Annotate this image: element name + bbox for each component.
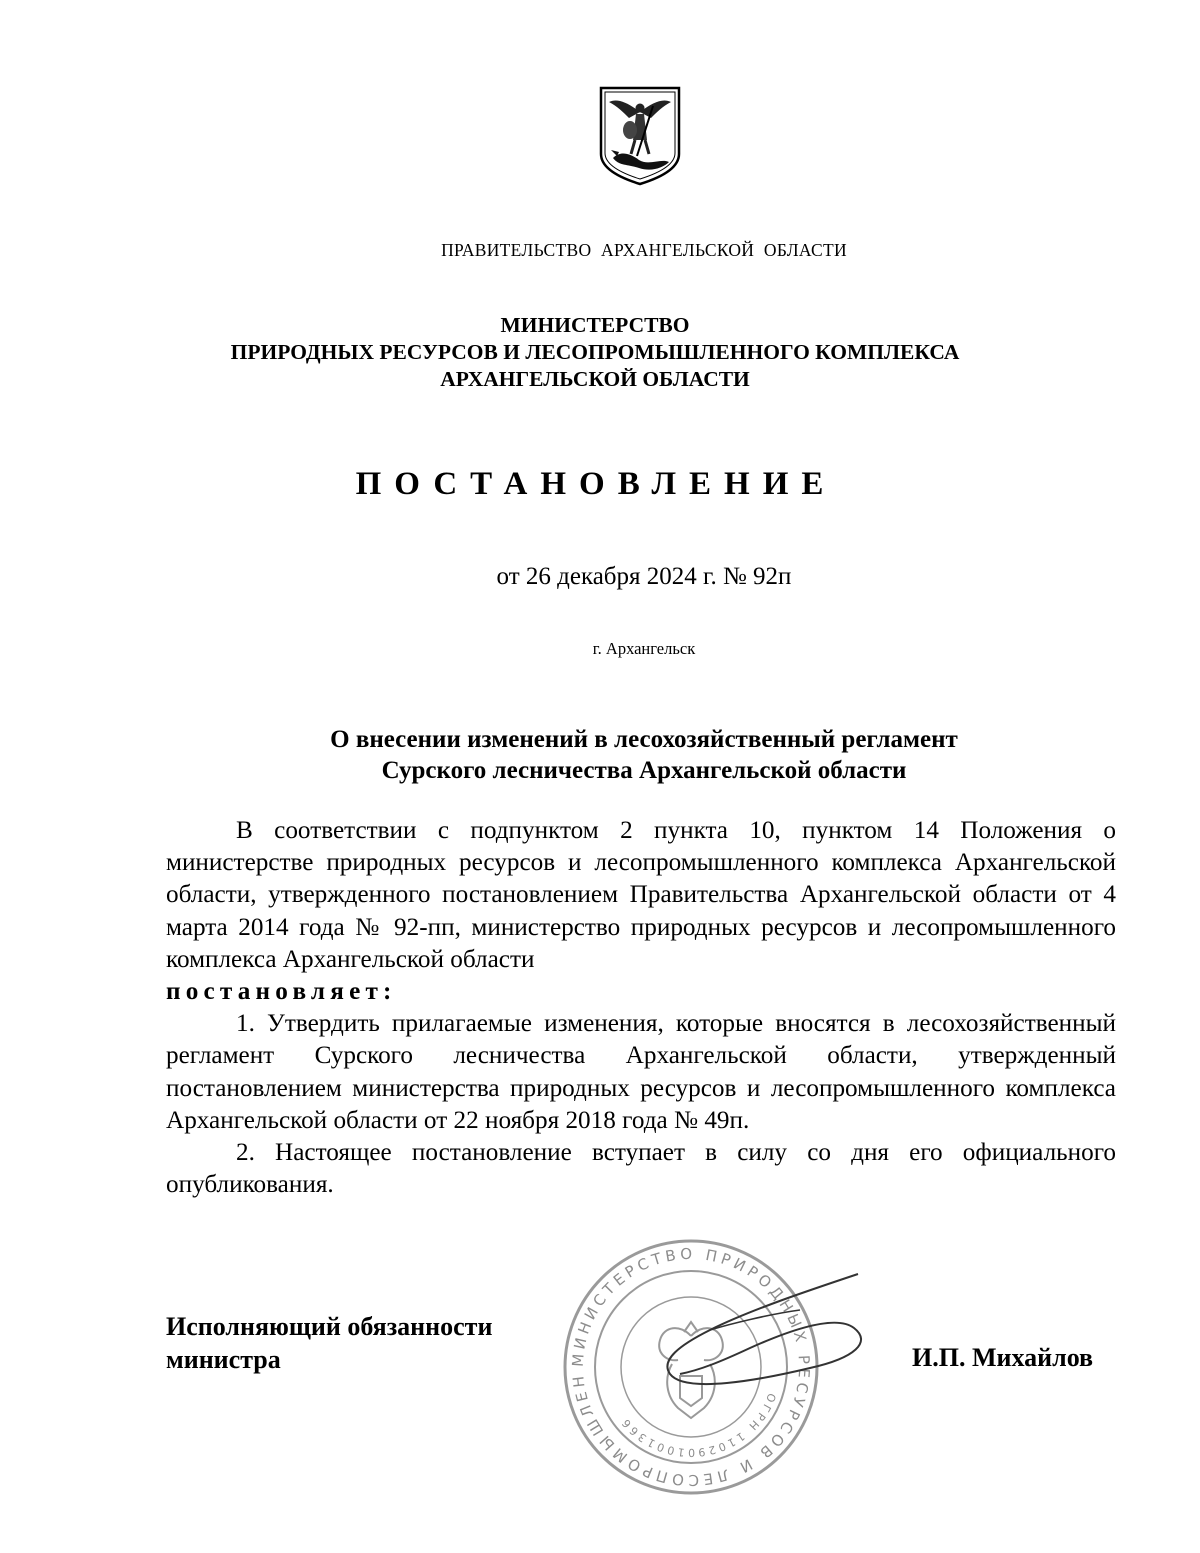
signatory-position-line: Исполняющий обязанности: [166, 1312, 493, 1341]
item-2-paragraph: 2. Настоящее постановление вступает в силу со дня его официального опубликования.: [166, 1139, 1116, 1199]
document-date-number: от 26 декабря 2024 г. № 92п: [496, 563, 792, 590]
document-body: [166, 815, 1116, 1201]
resolves-word: постановляет:: [166, 978, 397, 1006]
signatory-position-line: министра: [166, 1345, 281, 1374]
signatory-name: И.П. Михайлов: [912, 1343, 1094, 1372]
document-city: г. Архангельск: [592, 639, 696, 658]
document-type-title: ПОСТАНОВЛЕНИЕ: [355, 466, 837, 502]
stamp-outer-text: МИНИСТЕРСТВО ПРИРОДНЫХ РЕСУРСОВ И ЛЕСОПРОМЫШЛЕН: [568, 1244, 814, 1490]
subject-line: Сурского лесничества Архангельской области: [381, 757, 907, 784]
ministry-heading: [0, 312, 1195, 393]
ministry-heading-line: ПРИРОДНЫХ РЕСУРСОВ И ЛЕСОПРОМЫШЛЕННОГО КОМПЛЕКСА: [230, 340, 960, 364]
handwritten-signature: [640, 1270, 870, 1420]
preamble-paragraph: В соответствии с подпунктом 2 пункта 10, пунктом 14 Положения о министерстве природных ресурсов и лесопромышленного комплекса Архангельской области, утвержденного постановлением Правительства Архангельской области от 4 марта 2014 года № 92-пп, министерство природных ресурсов и лесопромышленного комплекса Архангельской области: [166, 817, 1116, 973]
government-heading: ПРАВИТЕЛЬСТВО АРХАНГЕЛЬСКОЙ ОБЛАСТИ: [441, 240, 847, 260]
item-1-paragraph: 1. Утвердить прилагаемые изменения, которые вносятся в лесохозяйственный регламент Сурского лесничества Архангельской области, утвержденный постановлением министерства природных ресурсов и лесопромышленного комплекса Архангельской области от 22 ноября 2018 года № 49п.: [166, 1010, 1116, 1134]
ministry-heading-line: АРХАНГЕЛЬСКОЙ ОБЛАСТИ: [440, 367, 750, 391]
coat-of-arms-icon: [597, 84, 683, 186]
document-subject: [44, 724, 1200, 786]
signatory-position: [166, 1310, 492, 1376]
stamp-inner-text: ОГРН 1102901001366: [617, 1391, 779, 1460]
subject-line: О внесении изменений в лесохозяйственный регламент: [330, 726, 958, 753]
resolves-paragraph: [166, 976, 1116, 1008]
ministry-heading-line: МИНИСТЕРСТВО: [500, 313, 690, 337]
